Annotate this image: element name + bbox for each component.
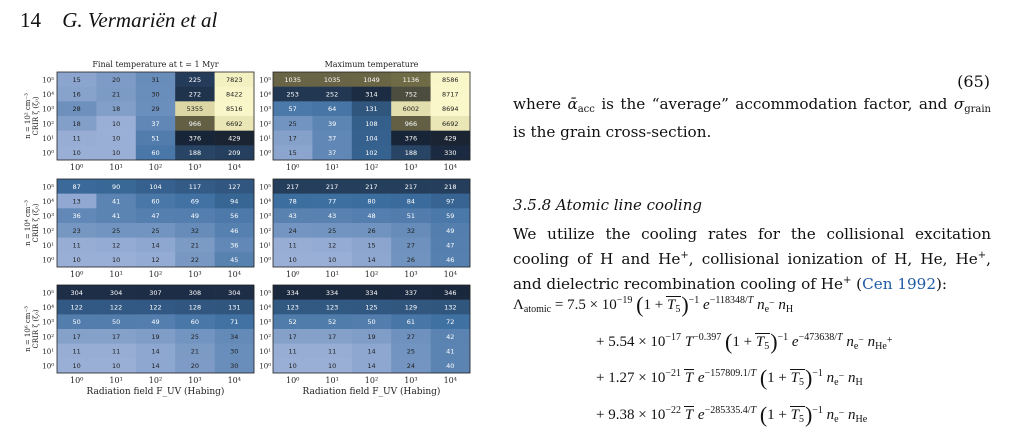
x-tick-label: 10² [148,270,163,279]
page-number: 14 [20,8,41,32]
cell-value: 217 [404,182,418,191]
cell-value: 117 [188,182,202,191]
cell-value: 90 [111,182,121,191]
x-tick-label: 10³ [404,270,418,279]
cell-value: 37 [327,149,337,158]
cell-value: 24 [288,226,297,235]
cell-value: 72 [446,318,455,327]
cell-value: 26 [406,256,416,265]
y-tick-label: 10⁵ [42,76,54,85]
y-tick-label: 10² [259,333,271,342]
equation-line-2: + $5.54 \times 10^{-17}$ $T^{-0.397}$ $(1 + T_5)^{-1}$ $e^{-473638/T}$ $n_{e^-}$ $n_{He^+}$ [596,329,893,354]
x-axis-label: Radiation field F_UV (Habing) [86,387,225,397]
cell-value: 10 [72,256,81,265]
x-tick-label: 10² [148,163,163,172]
cell-value: 49 [151,318,160,327]
y-tick-label: 10³ [259,105,271,114]
y-tick-label: 10³ [42,318,54,327]
y-tick-label: 10¹ [259,242,271,250]
y-tick-label: 10⁵ [259,183,271,192]
cell-value: 28 [72,105,81,114]
x-tick-label: 10² [364,163,379,172]
cell-value: 11 [72,134,81,143]
cell-value: 125 [365,303,378,312]
cell-value: 14 [367,347,376,356]
x-tick-label: 10³ [188,270,202,279]
cell-value: 43 [288,212,297,221]
cell-value: 42 [446,332,455,341]
cell-value: 17 [111,332,121,341]
cell-value: 429 [444,134,457,143]
y-tick-label: 10⁵ [42,183,54,192]
x-tick-label: 10² [148,376,163,385]
y-tick-label: 10¹ [42,242,54,250]
cell-value: 8422 [226,90,243,99]
cell-value: 11 [111,347,121,356]
heatmap-figure [0,0,510,443]
y-tick-label: 10⁴ [259,91,271,99]
x-tick-label: 10⁴ [227,376,241,385]
cell-value: 21 [190,241,200,250]
y-tick-label: 10⁵ [259,76,271,85]
cell-value: 11 [72,241,81,250]
x-tick-label: 10⁰ [286,270,300,279]
paragraph-atomic-cooling: We utilize the cooling rates for the collisional excitation cooling of H and He+, collisional ionization of H, He, He+, and dielectric recombination cooling of He+ (Cen 1992): [513,225,991,293]
y-tick-label: 10⁰ [259,149,271,158]
cell-value: 8694 [442,105,459,114]
cell-value: 10 [288,256,297,265]
cell-value: 27 [406,241,416,250]
cell-value: 71 [230,318,239,327]
cell-value: 225 [188,75,202,84]
row-axis-label: CRIR ζ (ζ₀) [32,96,40,136]
cell-value: 8516 [226,105,243,114]
cell-value: 8586 [442,75,459,84]
y-tick-label: 10⁰ [42,149,54,158]
cell-value: 10 [111,256,121,265]
cell-value: 77 [327,197,337,206]
cell-value: 1035 [284,75,301,84]
cell-value: 34 [230,332,239,341]
x-tick-label: 10¹ [109,270,123,279]
cell-value: 966 [404,119,418,128]
cell-value: 31 [151,75,160,84]
x-tick-label: 10³ [188,376,202,385]
cell-value: 131 [228,303,241,312]
cell-value: 14 [151,241,160,250]
y-tick-label: 10¹ [42,135,54,143]
cell-value: 18 [111,105,121,114]
cell-value: 61 [406,318,416,327]
cell-value: 30 [230,362,239,371]
cell-value: 304 [228,288,241,297]
cell-value: 29 [151,105,160,114]
y-tick-label: 10² [42,227,54,236]
cell-value: 22 [190,256,200,265]
paragraph-accommodation: where ᾱ$_{acc}$ is the “average” accommodation factor, and $\sigma_{grain}$ is the grain cross-section. [513,95,991,141]
cell-value: 12 [151,256,160,265]
cell-value: 10 [111,119,121,128]
cell-value: 218 [444,182,457,191]
cell-value: 376 [404,134,418,143]
y-tick-label: 10¹ [42,348,54,356]
cell-value: 41 [111,212,121,221]
cell-value: 188 [404,149,418,158]
x-tick-label: 10⁴ [227,163,241,172]
x-tick-label: 10⁴ [443,163,457,172]
cell-value: 10 [111,134,121,143]
cell-value: 60 [151,149,160,158]
cell-value: 21 [111,90,121,99]
y-tick-label: 10³ [259,318,271,327]
cell-value: 94 [230,197,239,206]
cell-value: 14 [367,362,376,371]
cell-value: 1136 [402,75,420,84]
cell-value: 10 [111,149,121,158]
cell-value: 752 [404,90,418,99]
cell-value: 20 [190,362,200,371]
cell-value: 12 [111,241,121,250]
citation-link[interactable]: Cen 1992 [862,275,936,293]
y-tick-label: 10³ [259,212,271,221]
y-tick-label: 10⁰ [42,256,54,265]
cell-value: 6692 [226,119,243,128]
cell-value: 80 [367,197,376,206]
cell-value: 47 [151,212,160,221]
cell-value: 10 [72,149,81,158]
cell-value: 272 [188,90,202,99]
cell-value: 32 [406,226,416,235]
row-axis-label: CRIR ζ (ζ₀) [32,309,40,349]
x-tick-label: 10⁰ [70,376,84,385]
cell-value: 7823 [226,75,243,84]
cell-value: 47 [446,241,455,250]
cell-value: 252 [325,90,339,99]
cell-value: 41 [446,347,455,356]
x-tick-label: 10⁴ [443,270,457,279]
cell-value: 78 [288,197,297,206]
cell-value: 46 [446,256,455,265]
y-tick-label: 10⁵ [42,289,54,298]
y-tick-label: 10² [259,120,271,129]
cell-value: 50 [111,318,121,327]
cell-value: 337 [404,288,418,297]
cell-value: 23 [72,226,81,235]
cell-value: 37 [327,134,337,143]
cell-value: 18 [72,119,81,128]
cell-value: 17 [327,332,337,341]
cell-value: 304 [70,288,83,297]
cell-value: 6002 [402,105,420,114]
cell-value: 64 [327,105,337,114]
cell-value: 51 [406,212,416,221]
cell-value: 52 [327,318,337,327]
cell-value: 127 [228,182,241,191]
cell-value: 60 [190,318,200,327]
cell-value: 15 [72,75,81,84]
x-tick-label: 10⁰ [70,163,84,172]
cell-value: 10 [111,362,121,371]
cell-value: 10 [288,362,297,371]
y-tick-label: 10¹ [259,135,271,143]
x-tick-label: 10¹ [325,270,339,279]
cell-value: 20 [111,75,121,84]
cell-value: 217 [365,182,378,191]
x-tick-label: 10³ [404,376,418,385]
cell-value: 104 [149,182,162,191]
cell-value: 36 [230,241,239,250]
cell-value: 8717 [442,90,459,99]
cell-value: 6692 [442,119,459,128]
cell-value: 10 [327,256,337,265]
cell-value: 52 [288,318,297,327]
cell-value: 15 [288,149,297,158]
y-tick-label: 10⁰ [259,256,271,265]
x-tick-label: 10³ [188,163,202,172]
row-axis-label: n = 10⁴ cm⁻³ [24,200,32,246]
cell-value: 84 [406,197,416,206]
cell-value: 50 [367,318,376,327]
cell-value: 123 [286,303,299,312]
cell-value: 102 [365,149,378,158]
cell-value: 57 [288,105,297,114]
cell-value: 122 [109,303,123,312]
cell-value: 334 [365,288,378,297]
cell-value: 48 [367,212,376,221]
panel-title: Final temperature at t = 1 Myr [92,60,219,69]
cell-value: 253 [286,90,299,99]
cell-value: 217 [325,182,339,191]
cell-value: 346 [444,288,457,297]
cell-value: 11 [72,347,81,356]
cell-value: 131 [365,105,378,114]
x-tick-label: 10⁰ [286,163,300,172]
y-tick-label: 10² [259,227,271,236]
cell-value: 334 [286,288,299,297]
x-tick-label: 10⁴ [227,270,241,279]
cell-value: 16 [72,90,81,99]
cell-value: 37 [151,119,160,128]
cell-value: 314 [365,90,378,99]
cell-value: 1035 [323,75,341,84]
y-tick-label: 10⁵ [259,289,271,298]
cell-value: 12 [327,241,337,250]
cell-value: 43 [327,212,337,221]
cell-value: 217 [286,182,299,191]
cell-value: 19 [367,332,376,341]
cell-value: 51 [151,134,160,143]
y-tick-label: 10⁰ [42,362,54,371]
cell-value: 376 [188,134,202,143]
cell-value: 966 [188,119,202,128]
x-tick-label: 10¹ [325,376,339,385]
y-tick-label: 10⁴ [259,304,271,312]
y-tick-label: 10⁴ [42,198,54,206]
cell-value: 25 [406,347,416,356]
cell-value: 14 [151,347,160,356]
cell-value: 19 [151,332,160,341]
panel-title: Maximum temperature [324,60,419,69]
author-line: G. Vermariën et al [62,8,218,32]
cell-value: 123 [325,303,339,312]
cell-value: 50 [72,318,81,327]
x-tick-label: 10⁴ [443,376,457,385]
y-tick-label: 10⁴ [42,304,54,312]
cell-value: 122 [70,303,83,312]
cell-value: 60 [151,197,160,206]
cell-value: 10 [327,362,337,371]
row-axis-label: n = 10⁶ cm⁻³ [24,306,32,352]
x-tick-label: 10¹ [109,163,123,172]
equation-number: (65) [957,72,990,91]
y-tick-label: 10⁴ [42,91,54,99]
cell-value: 129 [404,303,418,312]
cell-value: 49 [190,212,200,221]
cell-value: 1049 [363,75,380,84]
cell-value: 25 [190,332,200,341]
cell-value: 11 [327,347,337,356]
row-axis-label: CRIR ζ (ζ₀) [32,203,40,243]
cell-value: 49 [446,226,455,235]
cell-value: 39 [327,119,337,128]
y-tick-label: 10² [42,333,54,342]
cell-value: 32 [190,226,200,235]
figure [0,0,510,447]
cell-value: 25 [327,226,337,235]
cell-value: 87 [72,182,81,191]
cell-value: 30 [151,90,160,99]
cell-value: 25 [288,119,297,128]
x-tick-label: 10² [364,376,379,385]
cell-value: 21 [190,347,200,356]
cell-value: 13 [72,197,81,206]
y-tick-label: 10⁴ [259,198,271,206]
y-tick-label: 10³ [42,212,54,221]
cell-value: 41 [111,197,121,206]
y-tick-label: 10⁰ [259,362,271,371]
cell-value: 209 [228,149,241,158]
row-axis-label: n = 10² cm⁻³ [24,93,32,139]
cell-value: 56 [230,212,239,221]
cell-value: 429 [228,134,241,143]
cell-value: 188 [188,149,202,158]
cell-value: 304 [109,288,123,297]
cell-value: 45 [230,256,239,265]
cell-value: 26 [367,226,376,235]
cell-value: 14 [151,362,160,371]
cell-value: 15 [367,241,376,250]
cell-value: 128 [188,303,202,312]
x-tick-label: 10¹ [109,376,123,385]
cell-value: 132 [444,303,457,312]
cell-value: 17 [288,332,297,341]
x-tick-label: 10⁰ [286,376,300,385]
cell-value: 17 [72,332,81,341]
section-heading: 3.5.8 Atomic line cooling [513,196,702,214]
cell-value: 10 [72,362,81,371]
cell-value: 122 [149,303,162,312]
cell-value: 36 [72,212,81,221]
equation-line-3: + $1.27 \times 10^{-21}$ T $e^{-157809.1/T}$ $(1 + T_5)^{-1}$ $n_{e^-}$ $n_H$ [596,365,863,390]
cell-value: 27 [406,332,416,341]
cell-value: 308 [188,288,202,297]
x-tick-label: 10¹ [325,163,339,172]
cell-value: 334 [325,288,339,297]
cell-value: 97 [446,197,455,206]
x-tick-label: 10² [364,270,379,279]
equation-line-4: + $9.38 \times 10^{-22}$ T $e^{-285335.4/T}$ $(1 + T_5)^{-1}$ $n_{e^-}$ $n_{He}$ [596,402,868,427]
cell-value: 5355 [186,105,204,114]
cell-value: 46 [230,226,239,235]
cell-value: 69 [190,197,200,206]
cell-value: 59 [446,212,455,221]
cell-value: 108 [365,119,378,128]
equation-line-1: $\Lambda_{atomic} = 7.5 \times 10^{-19}$ $(1 + T_5)^{-1}$ $e^{-118348/T}$ $n_{e^-}$ $n_H$ [513,292,794,317]
cell-value: 17 [288,134,297,143]
y-tick-label: 10¹ [259,348,271,356]
cell-value: 330 [444,149,457,158]
x-axis-label: Radiation field F_UV (Habing) [302,387,441,397]
cell-value: 104 [365,134,378,143]
cell-value: 24 [406,362,416,371]
cell-value: 25 [111,226,121,235]
x-tick-label: 10³ [404,163,418,172]
cell-value: 14 [367,256,376,265]
y-tick-label: 10² [42,120,54,129]
y-tick-label: 10³ [42,105,54,114]
cell-value: 11 [288,241,297,250]
cell-value: 25 [151,226,160,235]
cell-value: 40 [446,362,455,371]
cell-value: 11 [288,347,297,356]
cell-value: 307 [149,288,162,297]
x-tick-label: 10⁰ [70,270,84,279]
cell-value: 30 [230,347,239,356]
